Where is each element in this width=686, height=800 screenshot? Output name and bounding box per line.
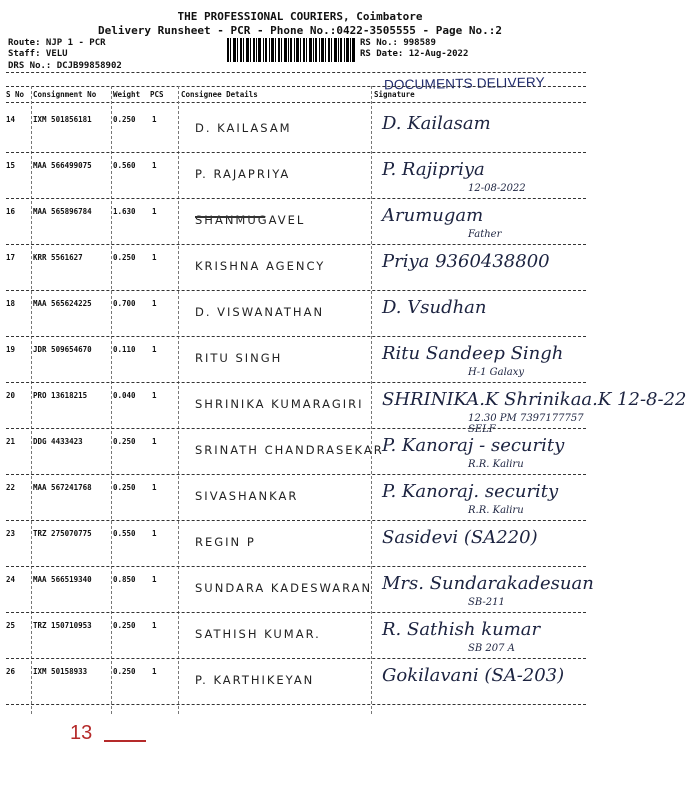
row-consignee: SUNDARA KADESWARAN	[195, 581, 373, 595]
row-consignment-no: DDG 4433423	[33, 437, 83, 446]
rs-number: RS No.: 998589	[360, 38, 436, 48]
row-sno: 18	[6, 299, 16, 308]
row-divider	[6, 428, 586, 429]
row-weight: 0.250	[113, 115, 136, 124]
row-pcs: 1	[152, 621, 157, 630]
row-signature: Gokilavani (SA-203)	[382, 665, 565, 686]
row-sno: 15	[6, 161, 16, 170]
row-divider	[6, 658, 586, 659]
row-weight: 0.550	[113, 529, 136, 538]
route-label: Route: NJP 1 - PCR	[8, 38, 106, 48]
col-signature: Signature	[374, 90, 415, 99]
row-signature: SHRINIKA.K Shrinikaa.K 12-8-22	[382, 389, 686, 410]
row-pcs: 1	[152, 483, 157, 492]
row-consignment-no: TRZ 275070775	[33, 529, 92, 538]
staff-label: Staff: VELU	[8, 49, 68, 59]
row-divider	[6, 152, 586, 153]
row-weight: 0.250	[113, 437, 136, 446]
row-pcs: 1	[152, 345, 157, 354]
row-signature-note: R.R. Kaliru	[468, 459, 524, 470]
row-divider	[6, 704, 586, 705]
row-pcs: 1	[152, 253, 157, 262]
row-consignment-no: MAA 565896784	[33, 207, 92, 216]
row-signature-note: Father	[468, 229, 502, 240]
row-consignee: P. KARTHIKEYAN	[195, 673, 315, 687]
row-consignee: SHANMUGAVEL	[195, 213, 306, 227]
row-signature: D. Kailasam	[382, 113, 491, 134]
row-consignment-no: MAA 567241768	[33, 483, 92, 492]
row-divider	[6, 198, 586, 199]
row-consignment-no: IXM 50158933	[33, 667, 88, 676]
count-underline	[104, 740, 146, 742]
row-sno: 20	[6, 391, 16, 400]
row-signature: Priya 9360438800	[382, 251, 550, 272]
row-consignee: SATHISH KUMAR.	[195, 627, 321, 641]
row-divider	[6, 566, 586, 567]
row-signature-note: H-1 Galaxy	[468, 367, 525, 378]
row-consignment-no: MAA 566499075	[33, 161, 92, 170]
column-top-divider	[6, 86, 586, 87]
row-divider	[6, 612, 586, 613]
row-signature-note: R.R. Kaliru	[468, 505, 524, 516]
documents-delivery-stamp: DOCUMENTS DELIVERY	[383, 74, 546, 93]
row-signature: Sasidevi (SA220)	[382, 527, 538, 548]
row-signature-note: SB-211	[468, 597, 505, 608]
col-consignee: Consignee Details	[181, 90, 258, 99]
column-rule	[31, 86, 32, 714]
row-consignee: P. RAJAPRIYA	[195, 167, 291, 181]
column-rule	[371, 86, 372, 714]
row-pcs: 1	[152, 207, 157, 216]
row-weight: 0.700	[113, 299, 136, 308]
row-consignee: SRINATH CHANDRASEKAR	[195, 443, 384, 457]
runsheet-subtitle: Delivery Runsheet - PCR - Phone No.:0422-3505555 - Page No.:2	[98, 24, 502, 37]
row-sno: 16	[6, 207, 16, 216]
row-weight: 0.040	[113, 391, 136, 400]
strikethrough-mark	[195, 216, 265, 218]
row-divider	[6, 290, 586, 291]
column-bottom-divider	[6, 102, 586, 103]
row-consignment-no: KRR 5561627	[33, 253, 83, 262]
row-signature: D. Vsudhan	[382, 297, 487, 318]
delivery-count: 13	[70, 722, 93, 744]
row-pcs: 1	[152, 529, 157, 538]
row-pcs: 1	[152, 161, 157, 170]
row-pcs: 1	[152, 115, 157, 124]
row-sno: 22	[6, 483, 16, 492]
row-sno: 26	[6, 667, 16, 676]
row-signature: R. Sathish kumar	[382, 619, 541, 640]
row-divider	[6, 520, 586, 521]
row-sno: 21	[6, 437, 16, 446]
col-weight: Weight	[113, 90, 141, 99]
row-consignment-no: TRZ 150710953	[33, 621, 92, 630]
drs-number: DRS No.: DCJB99858902	[8, 61, 122, 71]
row-signature-note: 12-08-2022	[468, 183, 526, 194]
row-sno: 25	[6, 621, 16, 630]
row-sno: 24	[6, 575, 16, 584]
row-consignment-no: MAA 566519340	[33, 575, 92, 584]
row-pcs: 1	[152, 299, 157, 308]
rs-date: RS Date: 12-Aug-2022	[360, 49, 469, 59]
row-sno: 19	[6, 345, 16, 354]
row-signature: P. Kanoraj - security	[382, 435, 565, 456]
header-divider	[6, 72, 586, 73]
row-sno: 14	[6, 115, 16, 124]
barcode-icon	[227, 38, 355, 62]
row-weight: 0.250	[113, 621, 136, 630]
row-weight: 0.250	[113, 667, 136, 676]
col-pcs: PCS	[150, 90, 164, 99]
row-weight: 0.110	[113, 345, 136, 354]
row-weight: 0.250	[113, 253, 136, 262]
row-consignee: SIVASHANKAR	[195, 489, 299, 503]
row-consignee: D. VISWANATHAN	[195, 305, 325, 319]
col-consignment: Consignment No	[33, 90, 97, 99]
row-consignment-no: PRO 13618215	[33, 391, 88, 400]
row-consignment-no: IXM 501856181	[33, 115, 92, 124]
col-sno: S No	[6, 90, 25, 99]
row-signature: P. Rajipriya	[382, 159, 485, 180]
row-signature: Arumugam	[382, 205, 484, 226]
row-signature-note: SB 207 A	[468, 643, 515, 654]
row-divider	[6, 382, 586, 383]
row-weight: 0.560	[113, 161, 136, 170]
row-pcs: 1	[152, 437, 157, 446]
row-weight: 0.850	[113, 575, 136, 584]
row-signature: Ritu Sandeep Singh	[382, 343, 564, 364]
row-weight: 1.630	[113, 207, 136, 216]
row-pcs: 1	[152, 575, 157, 584]
row-consignee: D. KAILASAM	[195, 121, 292, 135]
column-rule	[178, 86, 179, 714]
row-consignment-no: MAA 565624225	[33, 299, 92, 308]
row-consignee: SHRINIKA KUMARAGIRI	[195, 397, 364, 411]
row-pcs: 1	[152, 391, 157, 400]
row-consignee: RITU SINGH	[195, 351, 283, 365]
row-signature: P. Kanoraj. security	[382, 481, 559, 502]
row-signature-note: 12.30 PM 7397177757 SELF	[468, 413, 584, 435]
row-divider	[6, 244, 586, 245]
row-sno: 17	[6, 253, 16, 262]
row-divider	[6, 336, 586, 337]
row-pcs: 1	[152, 667, 157, 676]
row-weight: 0.250	[113, 483, 136, 492]
row-consignment-no: JDR 509654670	[33, 345, 92, 354]
row-sno: 23	[6, 529, 16, 538]
row-signature: Mrs. Sundarakadesuan	[382, 573, 594, 594]
row-divider	[6, 474, 586, 475]
company-title: THE PROFESSIONAL COURIERS, Coimbatore	[177, 10, 423, 23]
row-consignee: KRISHNA AGENCY	[195, 259, 326, 273]
column-rule	[111, 86, 112, 714]
row-consignee: REGIN P	[195, 535, 256, 549]
